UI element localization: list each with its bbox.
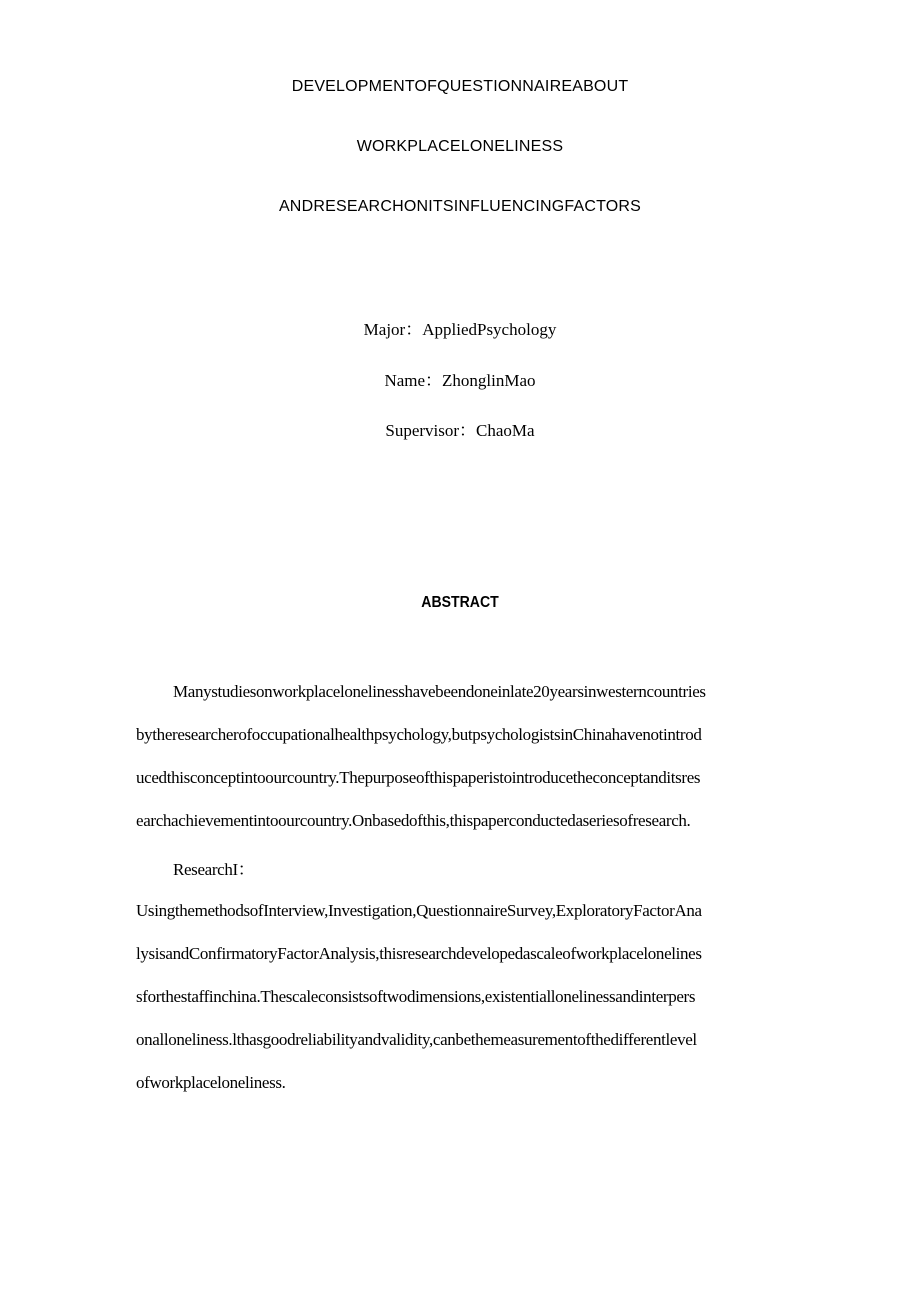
paragraph-line: sforthestaffinchina.Thescaleconsistsoftwodimensions,existentiallonelinessandinterpers [136, 987, 696, 1006]
paragraph-line: lysisandConfirmatoryFactorAnalysis,thisresearchdevelopedascaleofworkplacelonelines [136, 944, 702, 963]
research-label: ResearchI： [173, 860, 255, 879]
supervisor-line: Supervisor：ChaoMa [385, 421, 535, 440]
title-line-1: DEVELOPMENTOFQUESTIONNAIREABOUT [291, 78, 629, 95]
major-line: Major：AppliedPsychology [363, 320, 557, 339]
paragraph-line: bytheresearcherofoccupationalhealthpsychology,butpsychologistsinChinahavenotintrod [136, 725, 702, 744]
paragraph-line: UsingthemethodsofInterview,Investigation,QuestionnaireSurvey,ExploratoryFactorAna [136, 901, 702, 920]
paragraph-line: onalloneliness.lthasgoodreliabilityandvalidity,canbethemeasurementofthedifferentlevel [136, 1030, 697, 1049]
abstract-heading: ABSTRACT [421, 594, 499, 611]
title-line-2: WORKPLACELONELINESS [356, 138, 564, 155]
paragraph-line: Manystudiesonworkplacelonelinesshavebeendoneinlate20yearsinwesterncountries [173, 682, 706, 701]
title-line-3: ANDRESEARCHONITSINFLUENCINGFACTORS [278, 198, 642, 215]
paragraph-line: ucedthisconceptintoourcountry.Thepurposeofthispaperistointroducetheconceptanditsres [136, 768, 701, 787]
paragraph-line: ofworkplaceloneliness. [136, 1073, 286, 1092]
paragraph-line: earchachievementintoourcountry.Onbasedofthis,thispaperconductedaseriesofresearch. [136, 811, 691, 830]
name-line: Name：ZhonglinMao [384, 371, 536, 390]
